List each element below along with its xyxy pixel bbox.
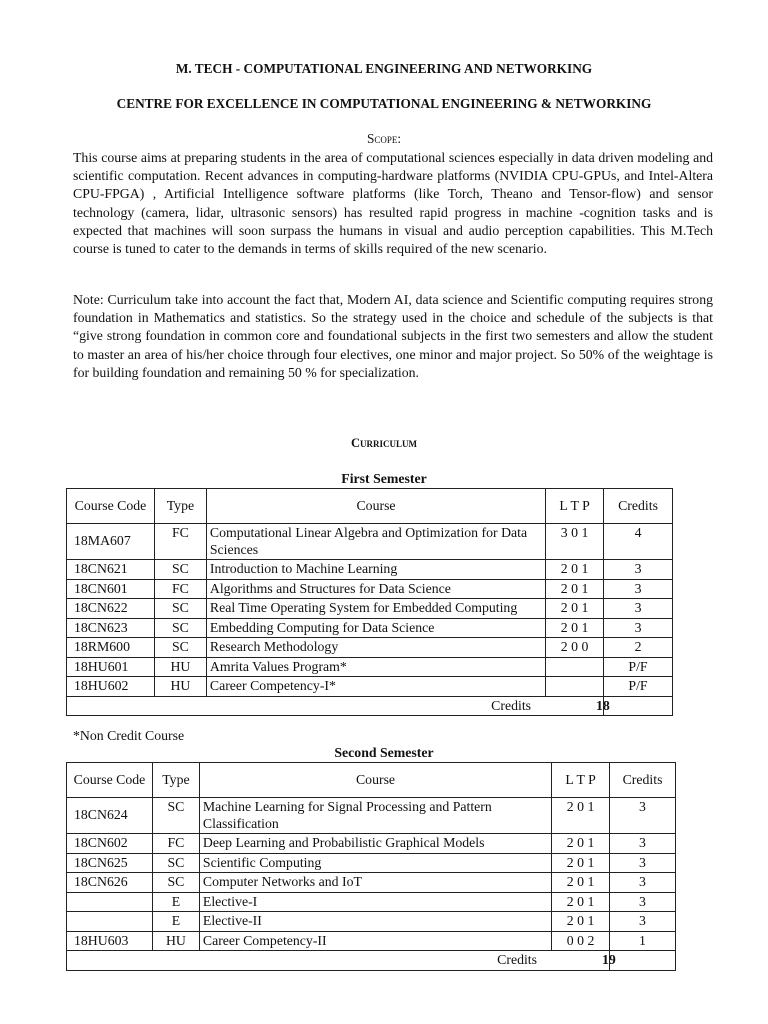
credits-total-label: Credits xyxy=(67,696,604,716)
first-semester-body xyxy=(67,524,673,697)
header-course: Course xyxy=(206,489,545,524)
course-credits-cell: P/F xyxy=(604,677,673,697)
table-row xyxy=(67,618,673,638)
table-row xyxy=(67,892,676,912)
course-ltp-cell: 2 0 1 xyxy=(552,834,610,854)
course-type-cell: HU xyxy=(152,931,199,951)
curriculum-heading: Curriculum xyxy=(350,436,418,450)
course-ltp-cell xyxy=(546,657,604,677)
header-ltp: L T P xyxy=(546,489,604,524)
first-semester-table xyxy=(66,488,673,716)
table-row xyxy=(67,931,676,951)
course-title-cell: Computer Networks and IoT xyxy=(199,873,551,893)
second-semester-body xyxy=(67,798,676,951)
course-type-cell: E xyxy=(152,892,199,912)
course-title-cell: Amrita Values Program* xyxy=(206,657,545,677)
course-credits-cell: 3 xyxy=(610,798,676,834)
course-credits-cell: 3 xyxy=(604,618,673,638)
course-credits-cell: 3 xyxy=(610,912,676,932)
header-credits: Credits xyxy=(604,489,673,524)
table-row xyxy=(67,524,673,560)
credits-total-row xyxy=(67,696,673,716)
second-semester-table xyxy=(66,762,676,971)
course-type-cell: E xyxy=(152,912,199,932)
course-credits-cell: 2 xyxy=(604,638,673,658)
course-code-cell: 18HU603 xyxy=(67,931,153,951)
course-credits-cell: 3 xyxy=(604,599,673,619)
course-ltp-cell: 3 0 1 xyxy=(546,524,604,560)
course-ltp-cell: 2 0 1 xyxy=(552,892,610,912)
header-type: Type xyxy=(154,489,206,524)
course-code-cell: 18CN622 xyxy=(67,599,155,619)
course-credits-cell: 3 xyxy=(604,560,673,580)
course-ltp-cell xyxy=(546,677,604,697)
course-ltp-cell: 2 0 1 xyxy=(546,599,604,619)
course-type-cell: FC xyxy=(152,834,199,854)
course-title-cell: Machine Learning for Signal Processing and Pattern Classification xyxy=(199,798,551,834)
course-code-cell xyxy=(67,912,153,932)
course-code-cell: 18CN623 xyxy=(67,618,155,638)
table-row xyxy=(67,834,676,854)
course-type-cell: FC xyxy=(154,524,206,560)
course-code-cell: 18RM600 xyxy=(67,638,155,658)
course-credits-cell: 1 xyxy=(610,931,676,951)
header-course-code: Course Code xyxy=(67,763,153,798)
course-title-cell: Computational Linear Algebra and Optimization for Data Sciences xyxy=(206,524,545,560)
course-type-cell: SC xyxy=(154,618,206,638)
course-type-cell: SC xyxy=(152,873,199,893)
table-row xyxy=(67,579,673,599)
course-ltp-cell: 2 0 1 xyxy=(552,798,610,834)
course-title-cell: Embedding Computing for Data Science xyxy=(206,618,545,638)
course-code-cell xyxy=(67,892,153,912)
course-title-cell: Elective-I xyxy=(199,892,551,912)
credits-total-value: 19 xyxy=(610,951,676,971)
course-title-cell: Scientific Computing xyxy=(199,853,551,873)
course-code-cell: 18MA607 xyxy=(67,524,155,560)
course-title-cell: Real Time Operating System for Embedded Computing xyxy=(206,599,545,619)
note-paragraph: Note: Curriculum take into account the fact that, Modern AI, data science and Scientific computing requires strong foundation in Mathematics and statistics. So the strategy used in the choice and schedule of the subjects is that “give strong foundation in common core and foundational subjects in the first two semesters and allow the student to master an area of his/her choice through four electives, one minor and major project. So 50% of the weightage is for building foundation and remaining 50 % for specialization. xyxy=(73,292,713,380)
course-credits-cell: 3 xyxy=(610,834,676,854)
course-type-cell: SC xyxy=(152,853,199,873)
credits-total-label: Credits xyxy=(67,951,610,971)
scope-heading: Scope: xyxy=(366,131,402,146)
course-code-cell: 18CN602 xyxy=(67,834,153,854)
header-ltp: L T P xyxy=(552,763,610,798)
course-code-cell: 18CN626 xyxy=(67,873,153,893)
course-code-cell: 18CN625 xyxy=(67,853,153,873)
course-ltp-cell: 2 0 1 xyxy=(546,560,604,580)
scope-paragraph: This course aims at preparing students in the area of computational sciences especially in data driven modeling and scientific computation. Recent advances in computing-hardware platforms (NVIDIA CPU-GPUs, and Intel-Altera CPU-FPGA) , Artificial Intelligence software platforms (like Torch, Theano and Tensor-flow) and sensor technology (camera, lidar, ultrasonic sensors) has resulted rapid progress in machine -cognition tasks and is expected that machines will soon surpass the humans in visual and audio perception capabilities. This M.Tech course is tuned to cater to the demands in terms of skills required of the new scenario. xyxy=(73,150,713,257)
header-type: Type xyxy=(152,763,199,798)
course-ltp-cell: 2 0 1 xyxy=(552,912,610,932)
course-credits-cell: 4 xyxy=(604,524,673,560)
course-credits-cell: 3 xyxy=(610,873,676,893)
course-ltp-cell: 2 0 0 xyxy=(546,638,604,658)
table-header-row xyxy=(67,489,673,524)
credits-total-row xyxy=(67,951,676,971)
first-semester-title: First Semester xyxy=(341,471,427,486)
course-code-cell: 18CN601 xyxy=(67,579,155,599)
course-title-cell: Algorithms and Structures for Data Science xyxy=(206,579,545,599)
course-code-cell: 18HU601 xyxy=(67,657,155,677)
table-row xyxy=(67,912,676,932)
course-type-cell: HU xyxy=(154,657,206,677)
table-row xyxy=(67,798,676,834)
course-credits-cell: 3 xyxy=(610,892,676,912)
course-credits-cell: 3 xyxy=(610,853,676,873)
course-credits-cell: P/F xyxy=(604,657,673,677)
table-row xyxy=(67,853,676,873)
table-row xyxy=(67,873,676,893)
course-type-cell: SC xyxy=(154,560,206,580)
course-title-cell: Career Competency-II xyxy=(199,931,551,951)
header-credits: Credits xyxy=(610,763,676,798)
table-row xyxy=(67,638,673,658)
course-code-cell: 18HU602 xyxy=(67,677,155,697)
course-type-cell: SC xyxy=(154,638,206,658)
header-course-code: Course Code xyxy=(67,489,155,524)
course-ltp-cell: 2 0 1 xyxy=(552,853,610,873)
credits-total-value: 18 xyxy=(604,696,673,716)
course-title-cell: Elective-II xyxy=(199,912,551,932)
non-credit-footnote: *Non Credit Course xyxy=(73,728,185,743)
course-type-cell: FC xyxy=(154,579,206,599)
course-type-cell: HU xyxy=(154,677,206,697)
table-row xyxy=(67,599,673,619)
header-course: Course xyxy=(199,763,551,798)
course-title-cell: Career Competency-I* xyxy=(206,677,545,697)
table-row xyxy=(67,560,673,580)
course-ltp-cell: 2 0 1 xyxy=(546,618,604,638)
table-row xyxy=(67,657,673,677)
table-header-row xyxy=(67,763,676,798)
course-title-cell: Research Methodology xyxy=(206,638,545,658)
course-code-cell: 18CN624 xyxy=(67,798,153,834)
course-title-cell: Deep Learning and Probabilistic Graphical Models xyxy=(199,834,551,854)
second-semester-title: Second Semester xyxy=(334,745,434,760)
centre-title: CENTRE FOR EXCELLENCE IN COMPUTATIONAL ENGINEERING & NETWORKING xyxy=(116,96,652,111)
course-ltp-cell: 2 0 1 xyxy=(552,873,610,893)
course-credits-cell: 3 xyxy=(604,579,673,599)
course-type-cell: SC xyxy=(152,798,199,834)
course-type-cell: SC xyxy=(154,599,206,619)
table-row xyxy=(67,677,673,697)
course-code-cell: 18CN621 xyxy=(67,560,155,580)
program-title: M. TECH - COMPUTATIONAL ENGINEERING AND NETWORKING xyxy=(175,61,593,76)
course-ltp-cell: 2 0 1 xyxy=(546,579,604,599)
course-title-cell: Introduction to Machine Learning xyxy=(206,560,545,580)
course-ltp-cell: 0 0 2 xyxy=(552,931,610,951)
